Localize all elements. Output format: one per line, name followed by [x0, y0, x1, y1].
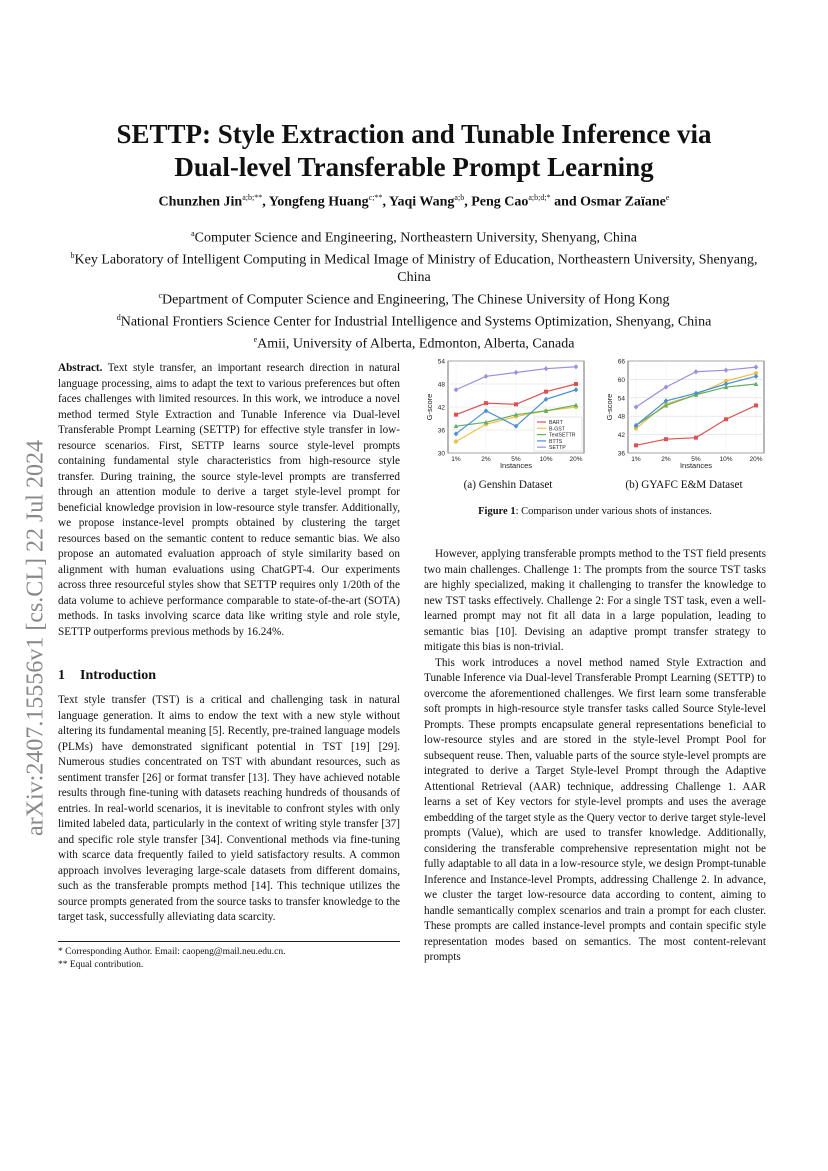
author-name: Peng Cao — [471, 194, 529, 210]
subcaption-b: (b) GYAFC E&M Dataset — [625, 479, 743, 491]
legend-label: BTTS — [549, 438, 563, 445]
y-tick-label: 36 — [617, 450, 625, 458]
x-tick-label: 5% — [511, 456, 521, 463]
x-tick-label: 20% — [569, 456, 583, 463]
author-list: Chunzhen Jin$^{a;b;**}$, Yongfeng Huang$^{c;**}$, Yaqi Wang$^{a;b}$, Peng Cao$^{a;b;d;*}$ and Osmar Zaïane$^e$ — [158, 193, 670, 210]
data-point — [574, 382, 578, 386]
y-tick-label: 42 — [617, 432, 625, 440]
section-number: 1 — [58, 668, 65, 683]
abstract-text: Text style transfer, an important research direction in natural language processing, aims to adapt the text to various preferences but often faces challenges with limited resources. In this work, we introduce a novel method termed Style Extraction and Tunable Inference via Dual-level Transferable Prompt Learning (SETTP) for effective style transfer in low-resource scenarios. First, SETTP learns source style-level prompts containing fundamental style characteristics from high-resource style transfer. During training, the source style-level prompts are transferred through an attention module to derive a target style-level prompt for beneficial knowledge provision in low-resource style transfer. Additionally, we propose instance-level prompts obtained by clustering the target resources based on the semantic content to reduce semantic bias. We also propose an automated evaluation approach of style similarity based on alignment with human evaluations using ChatGPT-4. Our experiments across three resourceful styles show that SETTP requires only 1/20th of the data volume to achieve performance comparable to state-of-the-art (SOTA) methods. In tasks involving scarce data like writing style and role style, SETTP outperforms previous methods by 16.24%. — [58, 362, 400, 638]
section-title: Introduction — [80, 668, 156, 683]
data-point — [574, 387, 579, 392]
author-sup: a;b;d;* — [528, 193, 551, 202]
title-line-2: Dual-level Transferable Prompt Learning — [174, 152, 654, 182]
x-axis-label: Instances — [499, 461, 533, 470]
data-point — [514, 370, 519, 375]
arxiv-stamp — [16, 378, 56, 898]
data-point — [694, 436, 698, 440]
right-column — [424, 547, 766, 966]
affiliations — [60, 225, 768, 353]
y-tick-label: 42 — [437, 404, 445, 412]
data-point — [634, 404, 639, 409]
author-name: Yongfeng Huang — [268, 194, 369, 210]
y-tick-label: 48 — [617, 413, 625, 421]
paper-title — [60, 118, 768, 184]
abstract — [58, 361, 400, 640]
legend-label: TextSETTR — [549, 432, 576, 439]
x-tick-label: 1% — [451, 456, 461, 463]
figure-caption-label: Figure 1 — [478, 506, 516, 517]
section-heading — [58, 668, 400, 684]
data-point — [544, 390, 548, 394]
y-axis-label: G-score — [605, 393, 614, 421]
data-point — [634, 443, 638, 447]
y-tick-label: 48 — [437, 381, 445, 389]
x-tick-label: 20% — [749, 456, 763, 463]
x-tick-label: 5% — [691, 456, 701, 463]
data-point — [484, 401, 488, 405]
affiliation: $^d$National Frontiers Science Center for Industrial Intelligence and Systems Optimization, Shenyang, China — [116, 312, 712, 330]
x-tick-label: 10% — [719, 456, 733, 463]
y-tick-label: 30 — [437, 450, 445, 458]
author-sup: a;b;** — [242, 193, 263, 202]
y-tick-label: 66 — [617, 358, 625, 366]
affiliation: $^a$Computer Science and Engineering, Northeastern University, Shenyang, China — [191, 229, 637, 246]
arxiv-id: arXiv:2407.15556v1 [cs.CL] 22 Jul 2024 — [22, 440, 49, 836]
x-tick-label: 2% — [481, 456, 491, 463]
data-point — [454, 387, 459, 392]
affiliation: $^b$Key Laboratory of Intelligent Computing in Medical Image of Ministry of Education, Northeastern University, Shenyang, China — [70, 251, 758, 286]
abstract-label: Abstract. — [58, 362, 103, 374]
author-sup: a;b — [454, 193, 465, 202]
paragraph: This work introduces a novel method named Style Extraction and Tunable Inference via Dual-level Transferable Prompt Learning (SETTP) to overcome the aforementioned challenges. We first learn some transferable soft prompts in high-resource style transfer tasks called Source Style-level Prompts. These prompts encapsulate general representations beneficial to low-resource styles and are stored in the style-level Prompt Pool for subsequent reuse. Then, valuable parts of the source style-level prompts are integrated to derive a Target Style-level Prompt through the Adaptive Attentional Retrieval (AAR) technique, addressing Challenge 1. AAR learns a set of Key vectors for style-level prompts and uses the average embedding of the target style as the Query vector to derive target style-level prompts (Value), which are used to transfer knowledge. Additionally, considering the transferable comprehensive representation might not be fully adaptable to all data in a low-resource style, we design Prompt-tunable Inference and Instance-level Prompts, addressing Challenge 2. In advance, we cluster the target low-resource data according to content, aiming to handle semantically complex scenarios and train a prompt for each cluster. These prompts are called instance-level prompts and contain specific style representation modes based on semantics. The most content-relevant prompts — [424, 656, 766, 963]
figure-caption-text: : Comparison under various shots of instances. — [515, 506, 712, 517]
author-name: Osmar Zaïane — [580, 194, 666, 210]
author-sup: e — [665, 193, 670, 202]
y-tick-label: 54 — [437, 358, 445, 366]
affiliation: $^c$Department of Computer Science and Engineering, The Chinese University of Hong Kong — [158, 290, 670, 308]
data-point — [694, 369, 699, 374]
paragraph: However, applying transferable prompts method to the TST field presents two main challenges. Challenge 1: The prompts from the source TST tasks are highly specialized, making it challenging to transfer the knowledge to new TST tasks effectively. Challenge 2: For a single TST task, even a well-learned prompt may not fit all data in a large population, leading to semantic bias [10]. Devising an adaptive prompt transfer strategy to mitigate this bias is non-trivial. — [424, 548, 766, 653]
figure-1 — [420, 357, 772, 517]
data-point — [454, 439, 458, 443]
footnotes — [58, 941, 400, 972]
data-point — [754, 365, 759, 370]
x-axis-label: Instances — [679, 461, 713, 470]
x-tick-label: 2% — [661, 456, 671, 463]
y-tick-label: 60 — [617, 376, 625, 384]
footnote: ** Equal contribution. — [58, 960, 144, 970]
intro-paragraph — [58, 693, 400, 926]
footnote: * Corresponding Author. Email: caopeng@mail.neu.edu.cn. — [58, 947, 286, 957]
author-name: Yaqi Wang — [388, 194, 455, 210]
y-axis-label: G-score — [425, 393, 434, 421]
legend-label: SETTP — [549, 445, 566, 452]
affiliation: $^e$Amii, University of Alberta, Edmonton, Alberta, Canada — [253, 335, 575, 352]
data-point — [664, 384, 669, 389]
author-sup: c;** — [368, 193, 383, 202]
data-point — [664, 437, 668, 441]
x-tick-label: 10% — [539, 456, 553, 463]
data-point — [724, 417, 728, 421]
intro-text: Text style transfer (TST) is a critical and challenging task in natural language generation. It aims to endow the text with a new style without altering its fundamental meaning [5]. Recently, pre-trained language models (PLMs) have demonstrated significant potential in TST [19] [29]. Numerous studies concentrated on TST with abundant resources, such as sentiment transfer [26] or format transfer [13]. They have achieved notable results through fine-tuning with datasets reaching hundreds of thousands of entries. In real-world scenarios, it is inevitable to confront styles with only limited labeled data, particularly in the context of writing style transfer [37] and specific role style transfer [34]. Conventional methods via fine-tuning with scarce data frequently failed to yield satisfactory results. A common approach involves leveraging large-scale datasets from different domains, such as the transferable prompts method [14]. This technique utilizes the source prompts generated from the source tasks to transfer knowledge to the target task, successfully alleviating data scarcity. — [58, 694, 400, 923]
data-point — [544, 366, 549, 371]
figure-caption — [424, 506, 766, 517]
data-point — [454, 413, 458, 417]
title-line-1: SETTP: Style Extraction and Tunable Inference via — [116, 119, 712, 149]
legend-label: BART — [549, 420, 563, 426]
y-tick-label: 54 — [617, 395, 625, 403]
data-point — [574, 364, 579, 369]
legend-label: B-GST — [549, 426, 565, 433]
x-tick-label: 1% — [631, 456, 641, 463]
author-name: Chunzhen Jin — [158, 194, 243, 210]
data-point — [724, 368, 729, 373]
y-tick-label: 36 — [437, 427, 445, 435]
data-point — [484, 374, 489, 379]
subcaption-a: (a) Genshin Dataset — [463, 479, 553, 491]
data-point — [514, 402, 518, 406]
data-point — [754, 403, 758, 407]
